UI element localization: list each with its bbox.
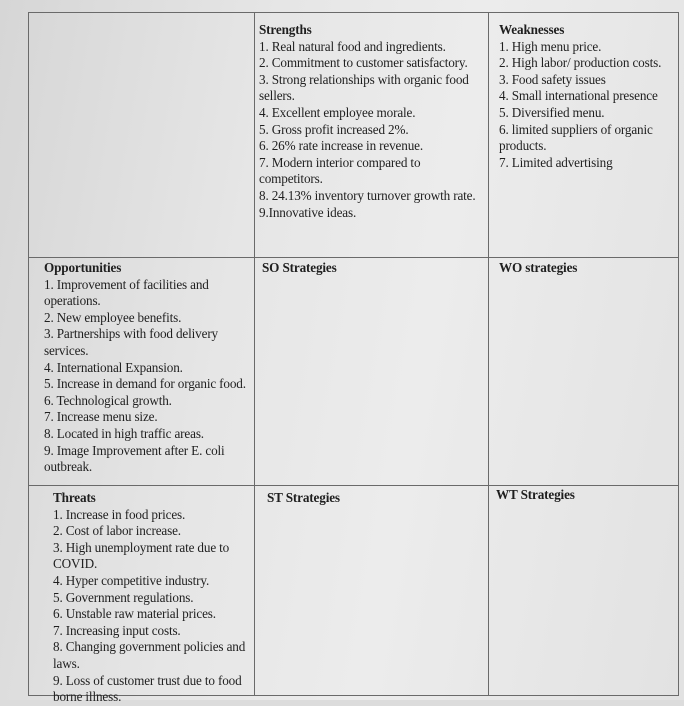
opportunity-item: 7. Increase menu size. bbox=[44, 409, 158, 425]
threat-item: 8. Changing government policies and laws. bbox=[53, 639, 246, 671]
weakness-item: 1. High menu price. bbox=[499, 38, 602, 54]
strength-item: 4. Excellent employee morale. bbox=[259, 104, 416, 120]
strength-item: 2. Commitment to customer satisfactory. bbox=[259, 55, 468, 71]
wt-strategies-cell bbox=[496, 487, 674, 504]
row-divider bbox=[29, 257, 679, 258]
weaknesses-heading: Weaknesses bbox=[499, 22, 565, 37]
weakness-item: 7. Limited advertising bbox=[499, 154, 613, 170]
threats-cell bbox=[53, 490, 251, 706]
strength-item: 9.Innovative ideas. bbox=[259, 204, 357, 220]
threat-item: 1. Increase in food prices. bbox=[53, 506, 186, 522]
swot-matrix-table bbox=[28, 12, 679, 705]
strength-item: 1. Real natural food and ingredients. bbox=[259, 38, 446, 54]
strength-item: 7. Modern interior compared to competitors. bbox=[259, 154, 421, 187]
opportunity-item: 4. International Expansion. bbox=[44, 359, 183, 375]
weakness-item: 2. High labor/ production costs. bbox=[499, 55, 662, 71]
opportunity-item: 1. Improvement of facilities and operations. bbox=[44, 276, 209, 309]
opportunities-list bbox=[44, 277, 251, 476]
wo-strategies-cell bbox=[499, 260, 675, 277]
opportunity-item: 3. Partnerships with food delivery services. bbox=[44, 326, 219, 358]
weakness-item: 4. Small international presence bbox=[499, 88, 658, 104]
opportunity-item: 9. Image Improvement after E. coli outbreak. bbox=[44, 442, 225, 475]
st-strategies-cell bbox=[267, 490, 482, 507]
opportunity-item: 6. Technological growth. bbox=[44, 392, 172, 408]
column-divider bbox=[488, 13, 489, 696]
threat-item: 9. Loss of customer trust due to food borne illness. bbox=[53, 672, 242, 705]
wo-strategies-heading: WO strategies bbox=[499, 260, 578, 275]
opportunity-item: 2. New employee benefits. bbox=[44, 309, 182, 325]
strength-item: 6. 26% rate increase in revenue. bbox=[259, 138, 423, 154]
so-strategies-cell bbox=[262, 260, 482, 277]
opportunities-cell bbox=[44, 260, 251, 476]
threat-item: 2. Cost of labor increase. bbox=[53, 523, 181, 539]
threat-item: 6. Unstable raw material prices. bbox=[53, 606, 216, 622]
threat-item: 3. High unemployment rate due to COVID. bbox=[53, 539, 230, 572]
strengths-cell bbox=[259, 22, 483, 221]
so-strategies-heading: SO Strategies bbox=[262, 260, 337, 275]
threat-item: 5. Government regulations. bbox=[53, 589, 194, 605]
wt-strategies-heading: WT Strategies bbox=[496, 487, 575, 502]
weakness-item: 6. limited suppliers of organic products. bbox=[499, 121, 653, 154]
st-strategies-heading: ST Strategies bbox=[267, 490, 340, 505]
threats-list bbox=[53, 507, 251, 706]
threats-heading: Threats bbox=[53, 490, 96, 505]
weakness-item: 3. Food safety issues bbox=[499, 71, 606, 87]
opportunity-item: 8. Located in high traffic areas. bbox=[44, 425, 204, 441]
strength-item: 8. 24.13% inventory turnover growth rate. bbox=[259, 187, 476, 203]
opportunities-heading: Opportunities bbox=[44, 260, 122, 275]
threat-item: 7. Increasing input costs. bbox=[53, 622, 181, 638]
opportunity-item: 5. Increase in demand for organic food. bbox=[44, 376, 246, 392]
threat-item: 4. Hyper competitive industry. bbox=[53, 572, 210, 588]
strengths-list bbox=[259, 39, 483, 222]
strength-item: 3. Strong relationships with organic food sellers. bbox=[259, 71, 469, 104]
row-divider bbox=[29, 485, 679, 486]
strength-item: 5. Gross profit increased 2%. bbox=[259, 121, 409, 137]
weakness-item: 5. Diversified menu. bbox=[499, 104, 605, 120]
column-divider bbox=[254, 13, 255, 696]
weaknesses-list bbox=[499, 39, 675, 172]
strengths-heading: Strengths bbox=[259, 22, 312, 37]
weaknesses-cell bbox=[499, 22, 675, 171]
